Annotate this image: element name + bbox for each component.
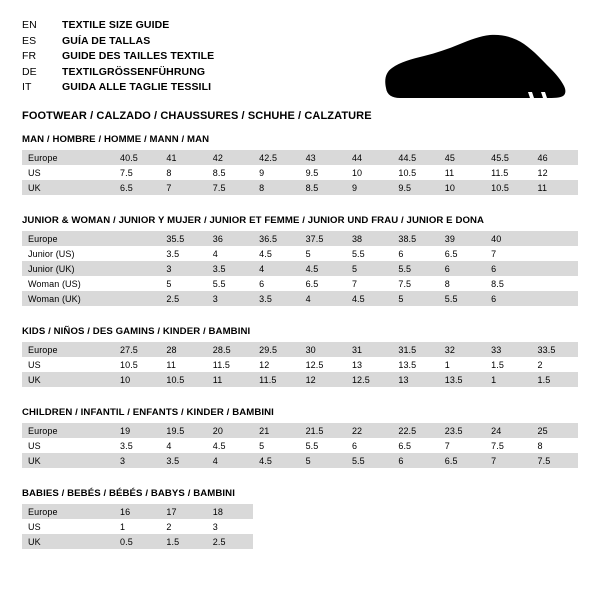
- table-row: [22, 231, 578, 246]
- cell: 6: [485, 261, 531, 276]
- cell: 9: [253, 165, 299, 180]
- cell: 13.5: [439, 372, 485, 387]
- row-label: US: [22, 165, 114, 180]
- cell: 0.5: [114, 534, 160, 549]
- cell: 3: [160, 261, 206, 276]
- header: [22, 18, 578, 122]
- section-kids: [22, 326, 578, 387]
- cell: [114, 246, 160, 261]
- cell: 28: [160, 342, 206, 357]
- cell: 8: [532, 438, 578, 453]
- cell: 9.5: [392, 180, 438, 195]
- cell-empty: [253, 519, 578, 534]
- cell: 9.5: [300, 165, 346, 180]
- cell: 5: [346, 261, 392, 276]
- cell: 11.5: [485, 165, 531, 180]
- cell: [114, 276, 160, 291]
- cell: 4: [253, 261, 299, 276]
- table-row: [22, 261, 578, 276]
- row-label: Europe: [22, 231, 114, 246]
- cell: 6: [485, 291, 531, 306]
- cell: 36: [207, 231, 253, 246]
- cell: 40: [485, 231, 531, 246]
- cell: 22: [346, 423, 392, 438]
- cell: 6: [346, 438, 392, 453]
- language-code: FR: [22, 50, 37, 63]
- cell: 3: [114, 453, 160, 468]
- section-babies: [22, 488, 578, 549]
- cell: 12.5: [346, 372, 392, 387]
- table-row: [22, 453, 578, 468]
- cell: 11: [160, 357, 206, 372]
- language-code: IT: [22, 81, 32, 94]
- cell: 7: [346, 276, 392, 291]
- language-row: [22, 34, 214, 50]
- cell: 7.5: [532, 453, 578, 468]
- table-row: [22, 150, 578, 165]
- section-junior-woman: [22, 215, 578, 306]
- row-label: UK: [22, 180, 114, 195]
- language-row: [22, 49, 214, 65]
- cell: 5.5: [346, 246, 392, 261]
- size-table-man: [22, 150, 578, 195]
- cell: 35.5: [160, 231, 206, 246]
- cell: 5: [253, 438, 299, 453]
- language-row: [22, 65, 214, 81]
- cell: 1: [485, 372, 531, 387]
- row-label: US: [22, 519, 114, 534]
- section-title: KIDS / NIÑOS / DES GAMINS / KINDER / BAMBINI: [22, 326, 251, 337]
- cell: 2: [532, 357, 578, 372]
- cell: 4.5: [207, 438, 253, 453]
- section-title: MAN / HOMBRE / HOMME / MANN / MAN: [22, 134, 210, 145]
- cell: 8: [253, 180, 299, 195]
- size-table-junior-woman: [22, 231, 578, 306]
- cell: 5: [160, 276, 206, 291]
- cell: 20: [207, 423, 253, 438]
- cell: 2.5: [207, 534, 253, 549]
- cell: 6: [439, 261, 485, 276]
- language-title: GUIDE DES TAILLES TEXTILE: [62, 50, 215, 63]
- section-man: [22, 134, 578, 195]
- row-label: UK: [22, 453, 114, 468]
- cell: 45: [439, 150, 485, 165]
- language-title-table: [22, 18, 214, 96]
- cell: 6.5: [300, 276, 346, 291]
- cell: 7.5: [114, 165, 160, 180]
- row-label: UK: [22, 372, 114, 387]
- cell-empty: [253, 504, 578, 519]
- cell: 10: [114, 372, 160, 387]
- language-title: TEXTILGRÖSSENFÜHRUNG: [62, 65, 206, 78]
- section-title: BABIES / BEBÉS / BÉBÉS / BABYS / BAMBINI: [22, 488, 235, 499]
- cell: 42.5: [253, 150, 299, 165]
- language-code: EN: [22, 19, 37, 31]
- cell: 39: [439, 231, 485, 246]
- cell: 25: [532, 423, 578, 438]
- cell: 18: [207, 504, 253, 519]
- cell: 4.5: [253, 246, 299, 261]
- cell: 4: [160, 438, 206, 453]
- cell: 23.5: [439, 423, 485, 438]
- table-row: [22, 165, 578, 180]
- cell: 2.5: [160, 291, 206, 306]
- cell: 16: [114, 504, 160, 519]
- cell: 12: [532, 165, 578, 180]
- cell: 8.5: [207, 165, 253, 180]
- cell: 10: [439, 180, 485, 195]
- cell: 31: [346, 342, 392, 357]
- language-row: [22, 18, 214, 34]
- cell: 13.5: [392, 357, 438, 372]
- cell: [114, 261, 160, 276]
- cell: [532, 246, 578, 261]
- table-row: [22, 438, 578, 453]
- cell: 6: [392, 246, 438, 261]
- row-label: US: [22, 438, 114, 453]
- row-label: Woman (UK): [22, 291, 114, 306]
- cell: 5.5: [392, 261, 438, 276]
- cell: 19: [114, 423, 160, 438]
- row-label: US: [22, 357, 114, 372]
- cell: 6: [392, 453, 438, 468]
- dress-shoe-icon: [378, 32, 568, 110]
- cell: 5: [392, 291, 438, 306]
- cell: 33.5: [532, 342, 578, 357]
- cell: 10.5: [160, 372, 206, 387]
- cell: 5.5: [346, 453, 392, 468]
- row-label: Woman (US): [22, 276, 114, 291]
- cell: [114, 291, 160, 306]
- table-row: [22, 180, 578, 195]
- cell: 42: [207, 150, 253, 165]
- cell: 30: [300, 342, 346, 357]
- cell: 21: [253, 423, 299, 438]
- cell: 11.5: [207, 357, 253, 372]
- cell: 3: [207, 291, 253, 306]
- cell: 1.5: [532, 372, 578, 387]
- cell: 3.5: [114, 438, 160, 453]
- table-row: [22, 504, 578, 519]
- cell: 44: [346, 150, 392, 165]
- cell: 13: [346, 357, 392, 372]
- cell: 6.5: [114, 180, 160, 195]
- cell: 37.5: [300, 231, 346, 246]
- cell: 7.5: [392, 276, 438, 291]
- table-row: [22, 357, 578, 372]
- language-code: ES: [22, 34, 37, 47]
- language-title: GUIDA ALLE TAGLIE TESSILI: [62, 81, 212, 94]
- cell: 3.5: [207, 261, 253, 276]
- size-table-babies: [22, 504, 578, 549]
- cell: 1.5: [160, 534, 206, 549]
- cell: 2: [160, 519, 206, 534]
- cell: 40.5: [114, 150, 160, 165]
- cell: 12: [253, 357, 299, 372]
- cell: 4.5: [300, 261, 346, 276]
- language-title: GUÍA DE TALLAS: [62, 34, 151, 47]
- cell: 5: [300, 246, 346, 261]
- cell: 32: [439, 342, 485, 357]
- cell: 24: [485, 423, 531, 438]
- cell: 27.5: [114, 342, 160, 357]
- cell: 5.5: [439, 291, 485, 306]
- table-row: [22, 246, 578, 261]
- table-row: [22, 342, 578, 357]
- cell: 29.5: [253, 342, 299, 357]
- cell: 10.5: [114, 357, 160, 372]
- cell: 6.5: [439, 453, 485, 468]
- cell: 19.5: [160, 423, 206, 438]
- table-row: [22, 534, 578, 549]
- cell: 4.5: [346, 291, 392, 306]
- cell-empty: [253, 534, 578, 549]
- cell: [532, 291, 578, 306]
- cell: 8: [439, 276, 485, 291]
- cell: 4.5: [253, 453, 299, 468]
- cell: 38.5: [392, 231, 438, 246]
- cell: 7.5: [207, 180, 253, 195]
- table-row: [22, 372, 578, 387]
- cell: 9: [346, 180, 392, 195]
- cell: 3.5: [160, 246, 206, 261]
- cell: 36.5: [253, 231, 299, 246]
- language-code: DE: [22, 65, 37, 78]
- cell: 1: [114, 519, 160, 534]
- cell: 7: [160, 180, 206, 195]
- cell: 7: [485, 246, 531, 261]
- cell: 6: [253, 276, 299, 291]
- cell: 4: [207, 246, 253, 261]
- section-title: JUNIOR & WOMAN / JUNIOR Y MUJER / JUNIOR ET FEMME / JUNIOR UND FRAU / JUNIOR E DONA: [22, 215, 485, 226]
- cell: [532, 261, 578, 276]
- cell: 38: [346, 231, 392, 246]
- language-title: TEXTILE SIZE GUIDE: [62, 19, 170, 31]
- cell: 10: [346, 165, 392, 180]
- cell: 46: [532, 150, 578, 165]
- size-table-children: [22, 423, 578, 468]
- cell: 7: [439, 438, 485, 453]
- cell: 13: [392, 372, 438, 387]
- cell: 43: [300, 150, 346, 165]
- cell: [114, 231, 160, 246]
- cell: 17: [160, 504, 206, 519]
- cell: 1: [439, 357, 485, 372]
- cell: 44.5: [392, 150, 438, 165]
- cell: 11: [532, 180, 578, 195]
- row-label: Europe: [22, 504, 114, 519]
- row-label: Europe: [22, 150, 114, 165]
- table-row: [22, 276, 578, 291]
- row-label: Junior (UK): [22, 261, 114, 276]
- cell: 3.5: [160, 453, 206, 468]
- cell: 10.5: [485, 180, 531, 195]
- cell: 8.5: [300, 180, 346, 195]
- cell: 1.5: [485, 357, 531, 372]
- cell: 41: [160, 150, 206, 165]
- section-title: CHILDREN / INFANTIL / ENFANTS / KINDER / BAMBINI: [22, 407, 274, 418]
- cell: [532, 231, 578, 246]
- cell: 11: [439, 165, 485, 180]
- cell: 21.5: [300, 423, 346, 438]
- cell: 4: [300, 291, 346, 306]
- cell: 4: [207, 453, 253, 468]
- table-row: [22, 423, 578, 438]
- cell: 3: [207, 519, 253, 534]
- language-row: [22, 80, 214, 96]
- cell: 33: [485, 342, 531, 357]
- cell: 6.5: [392, 438, 438, 453]
- cell: 11.5: [253, 372, 299, 387]
- cell: 8: [160, 165, 206, 180]
- cell: 8.5: [485, 276, 531, 291]
- row-label: UK: [22, 534, 114, 549]
- cell: 22.5: [392, 423, 438, 438]
- cell: 12.5: [300, 357, 346, 372]
- category-line: FOOTWEAR / CALZADO / CHAUSSURES / SCHUHE / CALZATURE: [22, 109, 372, 122]
- table-row: [22, 291, 578, 306]
- cell: 28.5: [207, 342, 253, 357]
- cell: 5: [300, 453, 346, 468]
- cell: 7.5: [485, 438, 531, 453]
- cell: 12: [300, 372, 346, 387]
- row-label: Europe: [22, 342, 114, 357]
- row-label: Junior (US): [22, 246, 114, 261]
- cell: 45.5: [485, 150, 531, 165]
- section-children: [22, 407, 578, 468]
- cell: 6.5: [439, 246, 485, 261]
- cell: 11: [207, 372, 253, 387]
- cell: 5.5: [300, 438, 346, 453]
- cell: [532, 276, 578, 291]
- cell: 3.5: [253, 291, 299, 306]
- cell: 31.5: [392, 342, 438, 357]
- cell: 7: [485, 453, 531, 468]
- table-row: [22, 519, 578, 534]
- cell: 10.5: [392, 165, 438, 180]
- size-table-kids: [22, 342, 578, 387]
- cell: 5.5: [207, 276, 253, 291]
- row-label: Europe: [22, 423, 114, 438]
